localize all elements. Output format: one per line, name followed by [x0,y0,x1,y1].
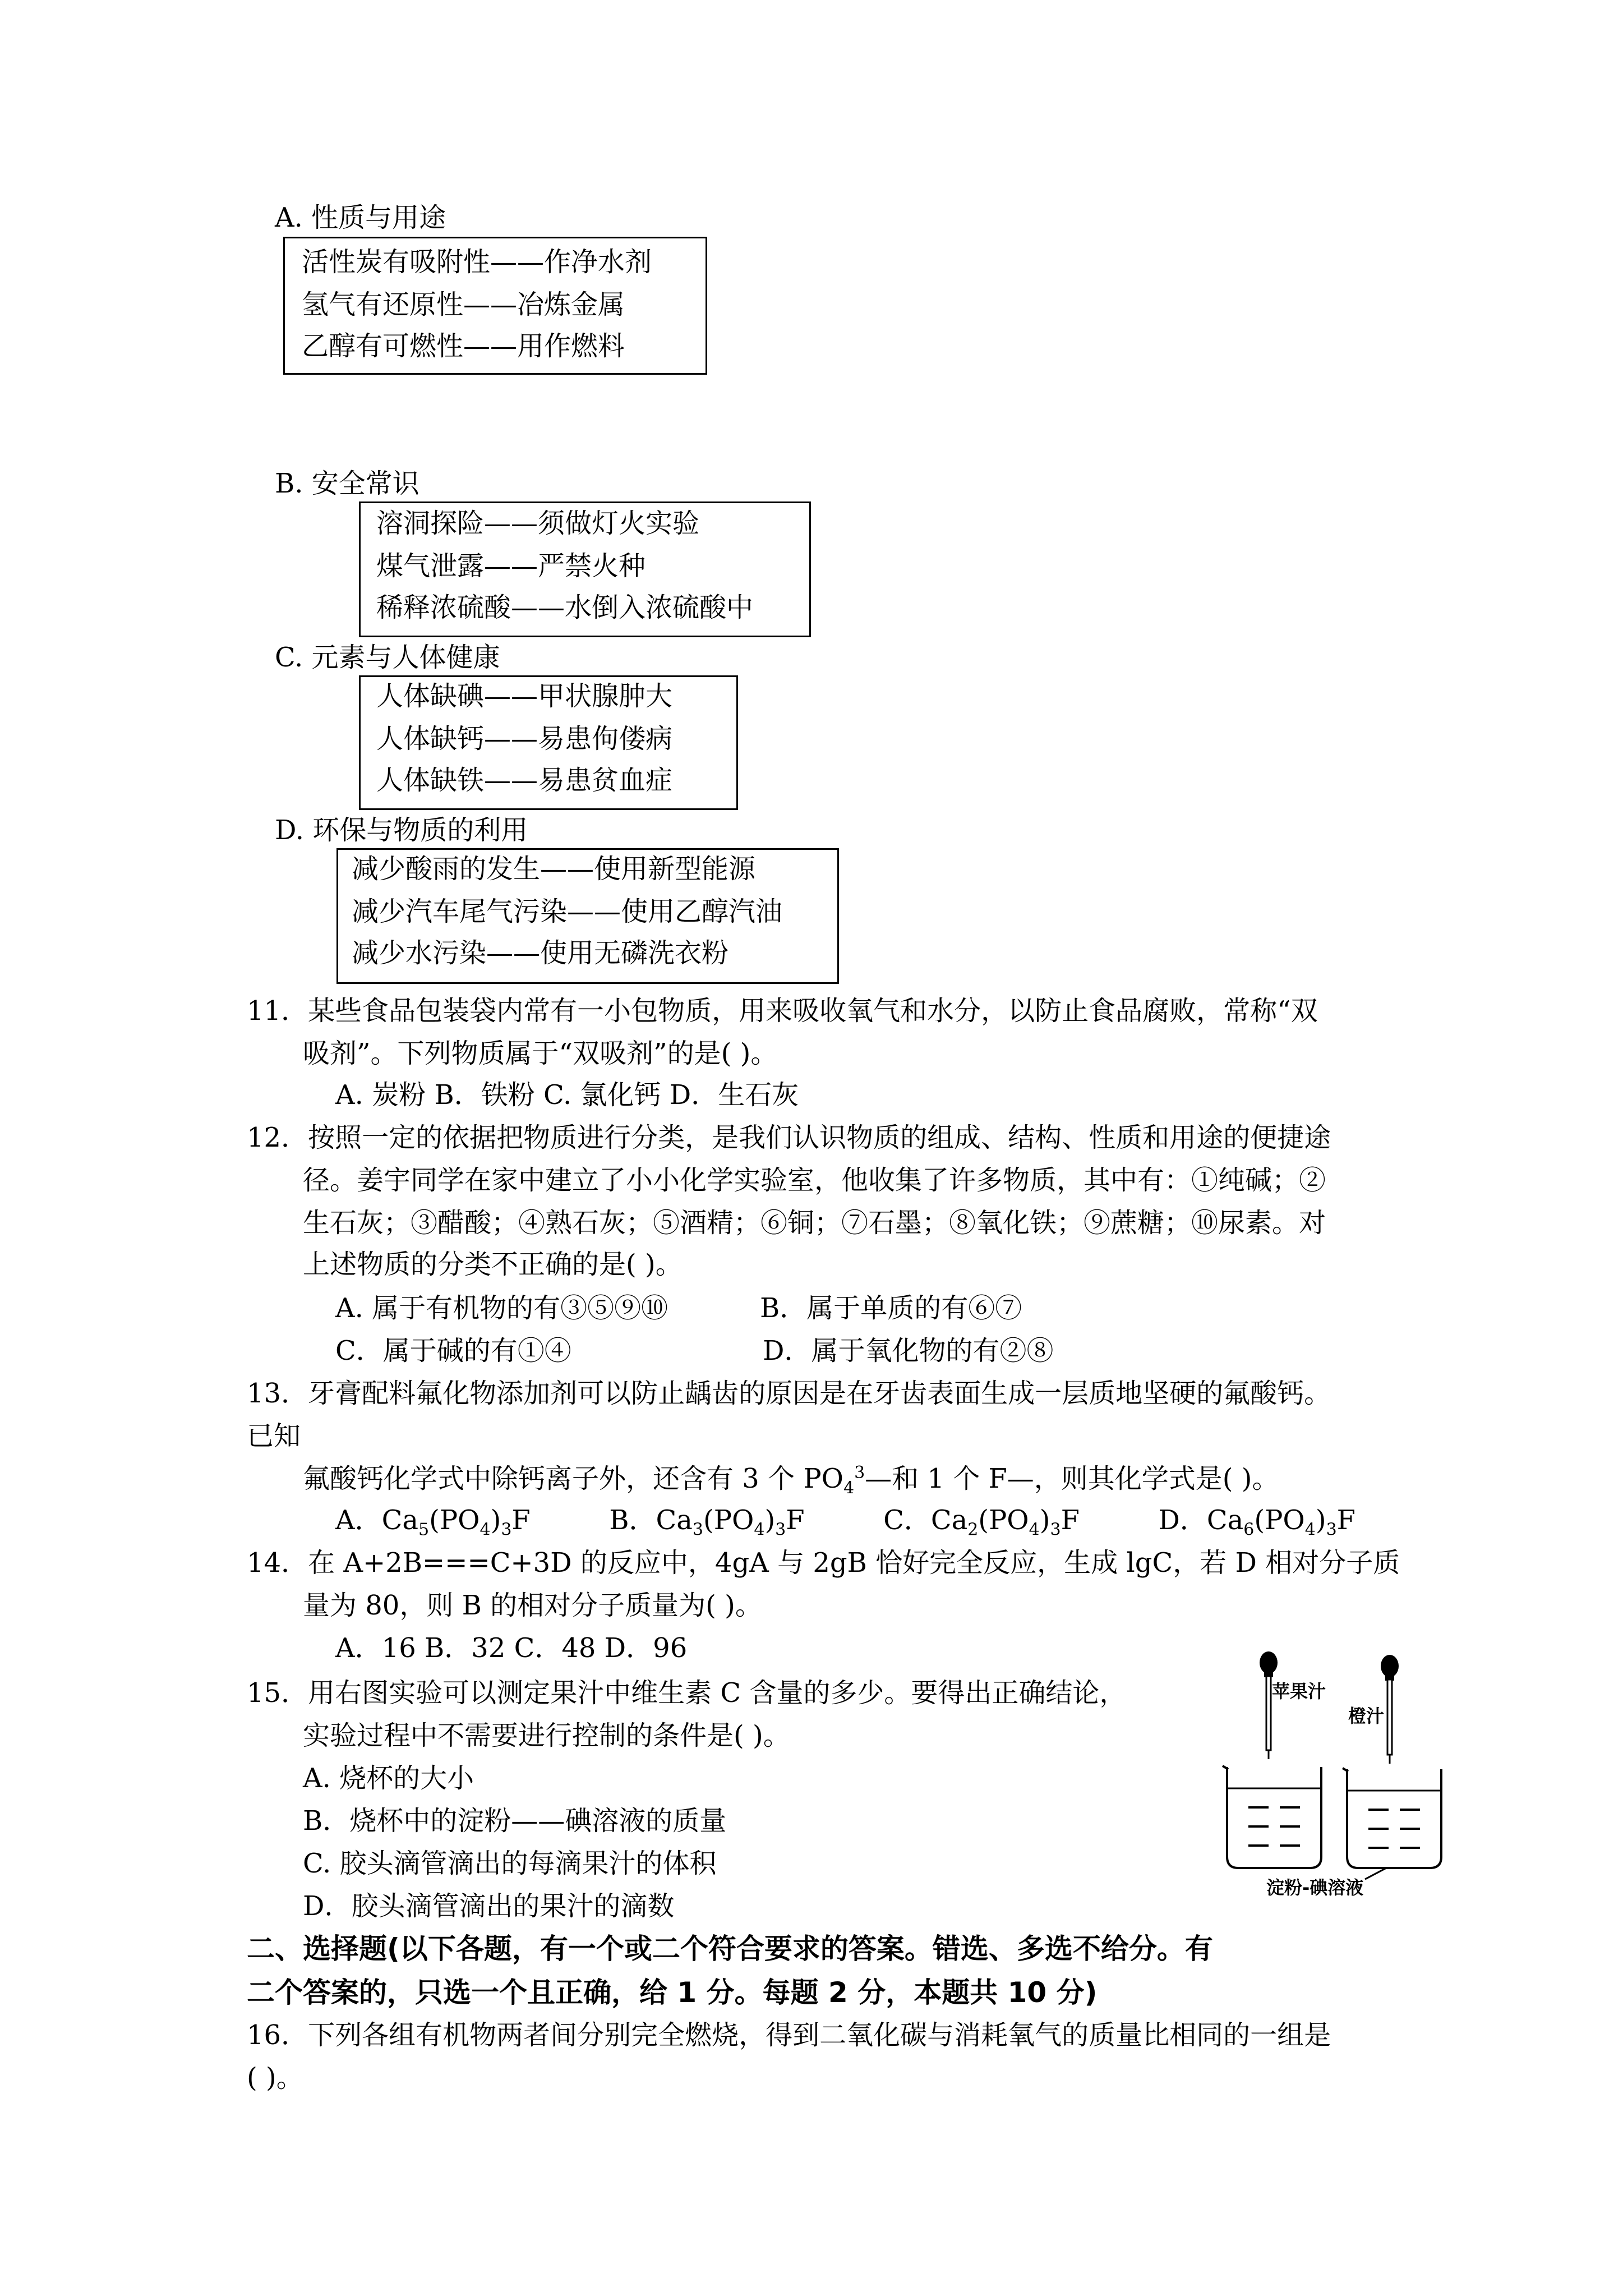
q12-line: 径。姜宇同学在家中建立了小小化学实验室，他收集了许多物质，其中有：①纯碱；② [303,1165,1326,1196]
q12-line: 上述物质的分类不正确的是( )。 [303,1249,683,1280]
right-beaker-icon [1343,1768,1441,1868]
q13-options [335,1503,1355,1540]
option-b-header: B. 安全常识 [275,468,419,499]
q13-option-a: A．$Ca_5(PO_4)_3F$ [335,1504,531,1540]
left-beaker-icon [1223,1766,1321,1868]
q16-line: 16．下列各组有机物两者间分别完全燃烧，得到二氧化碳与消耗氧气的质量比相同的一组是 [247,2019,1331,2051]
q14-line: 量为 80，则 B 的相对分子质量为( )。 [303,1590,762,1621]
option-d-header: D. 环保与物质的利用 [275,815,528,846]
option-c-line: 人体缺铁——易患贫血症 [376,765,673,796]
option-b-line: 煤气泄露——严禁火种 [376,550,646,582]
option-a-line: 乙醇有可燃性——用作燃料 [302,330,625,362]
option-d-line: 减少酸雨的发生——使用新型能源 [352,853,756,885]
q12-option-d: D．属于氧化物的有②⑧ [763,1335,1054,1366]
option-b-line: 稀释浓硫酸——水倒入浓硫酸中 [376,592,754,623]
q11-line: 吸剂”。下列物质属于“双吸剂”的是( )。 [303,1038,778,1069]
q12-option-b: B．属于单质的有⑥⑦ [760,1292,1022,1324]
left-dropper-icon [1260,1651,1278,1759]
q15-option-d: D．胶头滴管滴出的果汁的滴数 [303,1890,675,1922]
figure-label-orange-juice: 橙汁 [1348,1705,1385,1727]
q11-line: 11．某些食品包装袋内常有一小包物质，用来吸收氧气和水分，以防止食品腐败，常称“双 [247,995,1318,1027]
option-a-line: 氢气有还原性——冶炼金属 [302,289,625,320]
q12-option-c: C．属于碱的有①④ [335,1335,571,1366]
q13-option-d: D．$Ca_6(PO_4)_3F$ [1158,1504,1355,1540]
q12-line: 生石灰；③醋酸；④熟石灰；⑤酒精；⑥铜；⑦石墨；⑧氧化铁；⑨蔗糖；⑩尿素。对 [303,1207,1326,1239]
section-2-heading: 二、选择题(以下各题，有一个或二个符合要求的答案。错选、多选不给分。有 [247,1932,1213,1965]
q15-option-c: C. 胶头滴管滴出的每滴果汁的体积 [303,1848,717,1879]
q16-line: ( )。 [247,2062,303,2093]
q15-option-b: B．烧杯中的淀粉——碘溶液的质量 [303,1805,727,1837]
option-c-header: C. 元素与人体健康 [275,642,500,673]
q13-option-b: B．$Ca_3(PO_4)_3F$ [609,1504,805,1540]
option-b-box [359,501,811,637]
option-a-header: A. 性质与用途 [275,202,446,233]
q13-line: 已知 [247,1420,301,1452]
section-2-heading: 二个答案的，只选一个且正确，给 1 分。每题 2 分，本题共 10 分) [247,1976,1098,2009]
q12-line: 12．按照一定的依据把物质进行分类，是我们认识物质的组成、结构、性质和用途的便捷途 [247,1122,1331,1153]
q15-option-a: A. 烧杯的大小 [303,1763,474,1794]
q13-option-c: C．$Ca_2(PO_4)_3F$ [883,1504,1080,1540]
q15-experiment-figure [1217,1649,1453,1896]
option-a-box [283,237,707,375]
q15-line: 15．用右图实验可以测定果汁中维生素 C 含量的多少。要得出正确结论， [247,1677,1127,1709]
option-b-line: 溶洞探险——须做灯火实验 [376,508,700,539]
figure-label-starch-iodine: 淀粉-碘溶液 [1266,1877,1364,1896]
option-d-line: 减少汽车尾气污染——使用乙醇汽油 [352,896,783,927]
option-a-line: 活性炭有吸附性——作净水剂 [302,246,652,278]
option-c-box [359,675,738,810]
option-c-line: 人体缺钙——易患佝偻病 [376,723,673,754]
option-c-line: 人体缺碘——甲状腺肿大 [376,680,673,712]
q13-line: 13．牙膏配料氟化物添加剂可以防止龋齿的原因是在牙齿表面生成一层质地坚硬的氟酸钙。 [247,1378,1331,1409]
figure-label-apple-juice: 苹果汁 [1272,1681,1326,1702]
q14-line: 14．在 A+2B===C+3D 的反应中，4gA 与 2gB 恰好完全反应，生成 lgC，若 D 相对分子质 [247,1547,1400,1579]
q13-line: 氟酸钙化学式中除钙离子外，还含有 3 个 $PO_4^3—$和 1 个 F—，则其化学式是( )。 [303,1463,1279,1498]
q12-option-a: A. 属于有机物的有③⑤⑨⑩ [335,1292,668,1324]
q11-options: A. 炭粉 B．铁粉 C. 氯化钙 D．生石灰 [335,1079,799,1111]
option-d-box [336,848,839,984]
q15-line: 实验过程中不需要进行控制的条件是( )。 [303,1720,790,1751]
q14-options: A．16 B．32 C．48 D．96 [335,1632,688,1664]
option-d-line: 减少水污染——使用无磷洗衣粉 [352,937,729,969]
